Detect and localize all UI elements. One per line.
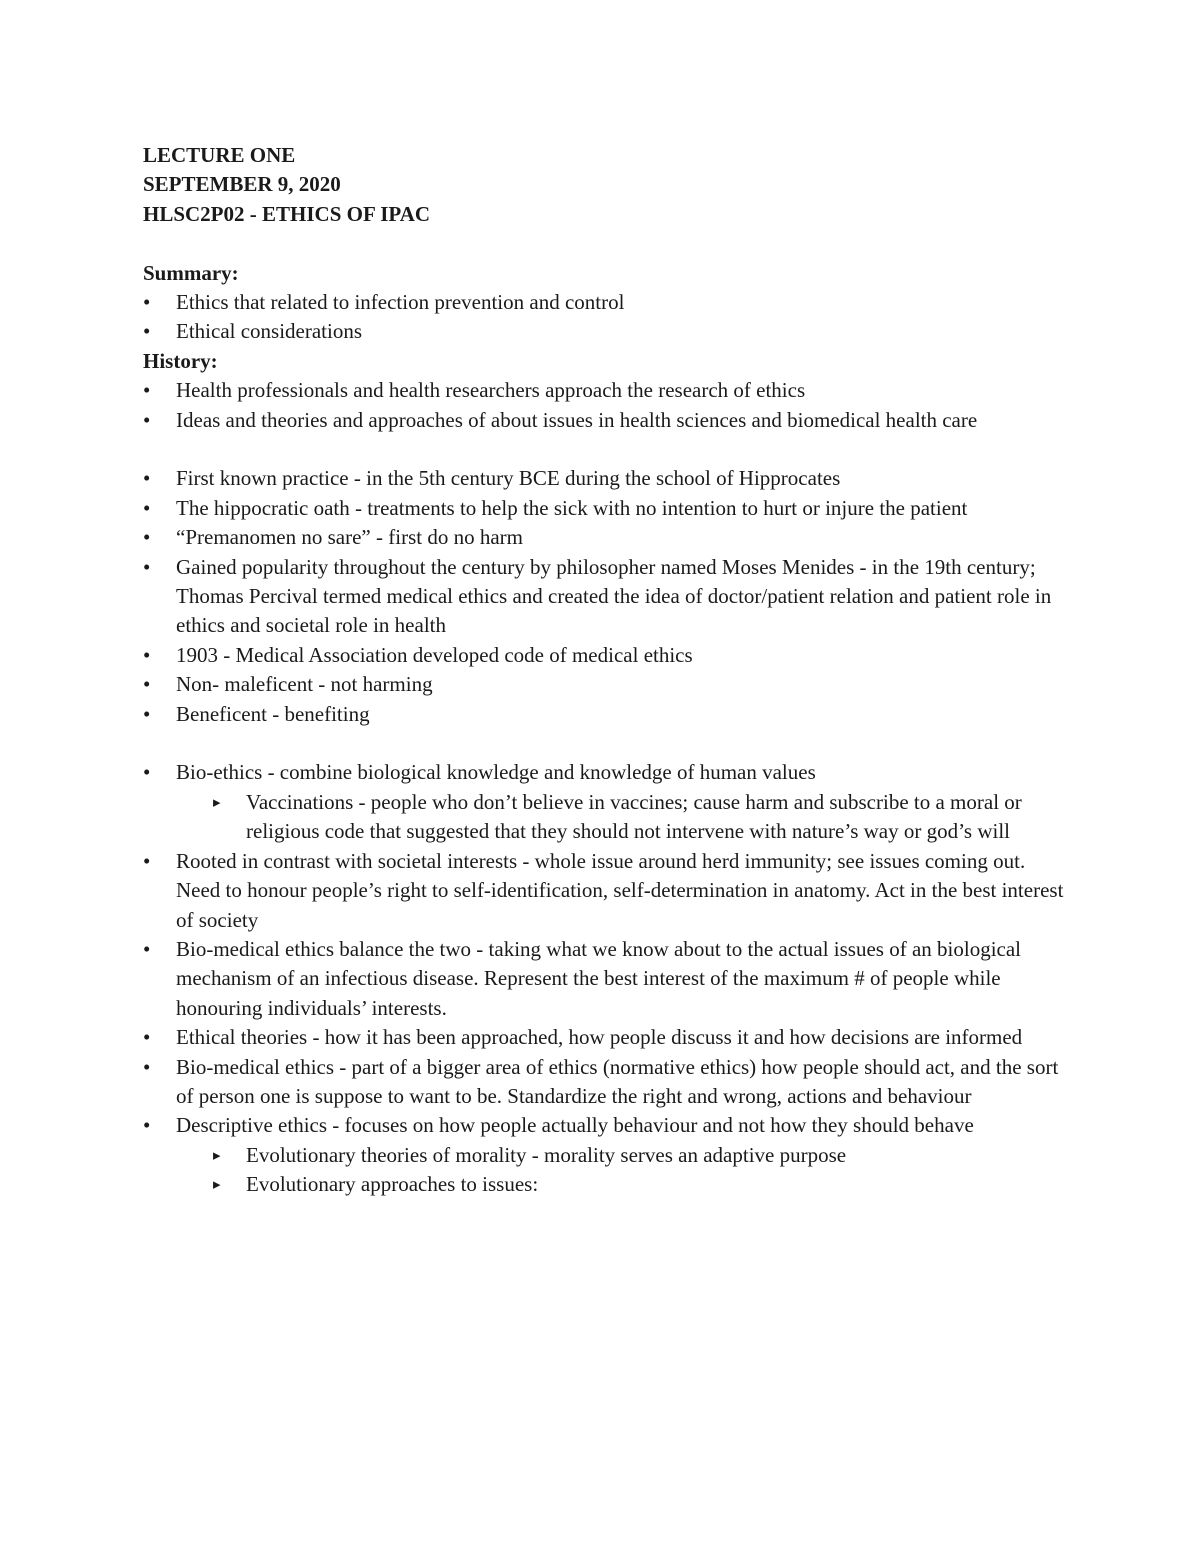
spacer	[143, 435, 1073, 464]
list-item-bioethics	[143, 758, 1073, 787]
sub-list-item: ▸ Evolutionary theories of morality - morality serves an adaptive purpose	[143, 1141, 1073, 1170]
sub-list-item: ▸ Evolutionary approaches to issues:	[143, 1170, 1073, 1199]
history-list-2	[143, 464, 1073, 729]
history-heading: History:	[143, 348, 218, 373]
list-item: • Ideas and theories and approaches of about issues in health sciences and biomedical health care	[143, 406, 1073, 435]
list-item: • Rooted in contrast with societal interests - whole issue around herd immunity; see issues coming out. Need to honour people’s right to self-identification, self-determination in anatomy. Act in the best interest of society	[143, 847, 1073, 935]
list-item: • The hippocratic oath - treatments to help the sick with no intention to hurt or injure the patient	[143, 494, 1073, 523]
list-item: • First known practice - in the 5th century BCE during the school of Hipprocates	[143, 464, 1073, 493]
document-page	[143, 141, 1073, 1200]
list-item: • Non- maleficent - not harming	[143, 670, 1073, 699]
history-list-1	[143, 376, 1073, 435]
spacer	[143, 729, 1073, 758]
list-item: • Gained popularity throughout the century by philosopher named Moses Menides - in the 19th century; Thomas Percival termed medical ethics and created the idea of doctor/patient relation and patient role in ethics and societal role in health	[143, 553, 1073, 641]
bioethics-sublist	[143, 788, 1073, 847]
lecture-date: SEPTEMBER 9, 2020	[143, 172, 341, 197]
list-item: • Bio-medical ethics balance the two - taking what we know about to the actual issues of an biological mechanism of an infectious disease. Represent the best interest of the maximum # of people while honouring individuals’ interests.	[143, 935, 1073, 1023]
list-item: • 1903 - Medical Association developed code of medical ethics	[143, 641, 1073, 670]
history-list-3	[143, 758, 1073, 787]
list-item: • Descriptive ethics - focuses on how people actually behaviour and not how they should behave	[143, 1111, 1073, 1140]
list-item: • Beneficent - benefiting	[143, 700, 1073, 729]
list-item: • Ethical theories - how it has been approached, how people discuss it and how decisions are informed	[143, 1023, 1073, 1052]
list-item: • Ethics that related to infection prevention and control	[143, 288, 1073, 317]
sub-list-item: ▸ Vaccinations - people who don’t believe in vaccines; cause harm and subscribe to a moral or religious code that suggested that they should not intervene with nature’s way or god’s will	[143, 788, 1073, 847]
list-item: • Health professionals and health researchers approach the research of ethics	[143, 376, 1073, 405]
course-title: HLSC2P02 - ETHICS OF IPAC	[143, 201, 431, 226]
history-list-4	[143, 847, 1073, 1141]
summary-list	[143, 288, 1073, 347]
list-item: • “Premanomen no sare” - first do no harm	[143, 523, 1073, 552]
list-item: • Ethical considerations	[143, 317, 1073, 346]
list-item: • Bio-medical ethics - part of a bigger area of ethics (normative ethics) how people should act, and the sort of person one is suppose to want to be. Standardize the right and wrong, actions and behaviour	[143, 1053, 1073, 1112]
spacer	[143, 229, 1073, 258]
descriptive-sublist	[143, 1141, 1073, 1200]
summary-heading: Summary:	[143, 260, 239, 285]
list-item-text: Bio-ethics - combine biological knowledge and knowledge of human values	[176, 760, 816, 785]
lecture-title: LECTURE ONE	[143, 143, 296, 167]
